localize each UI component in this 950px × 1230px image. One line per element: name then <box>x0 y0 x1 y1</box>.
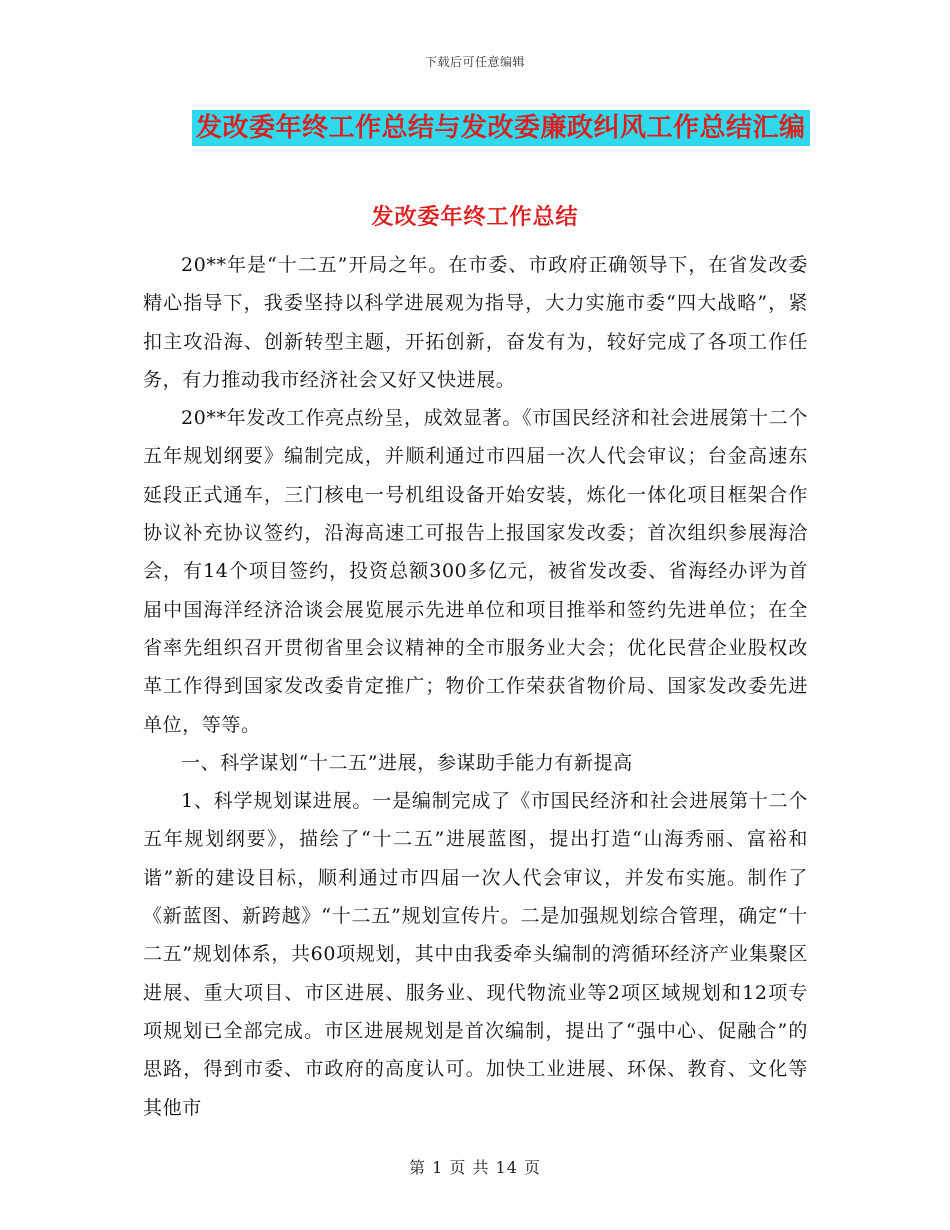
section-title: 发改委年终工作总结 <box>371 204 579 230</box>
page-header-note: 下载后可任意编辑 <box>424 55 525 69</box>
paragraph-heading-one: 一、科学谋划“十二五”进展，参谋助手能力有新提高 <box>181 751 633 774</box>
document-main-title: 发改委年终工作总结与发改委廉政纠风工作总结汇编 <box>192 110 810 146</box>
paragraph-planning: 1、科学规划谋进展。一是编制完成了《市国民经济和社会进展第十二个五年规划纲要》，描绘了“十二五”进展蓝图，提出打造“山海秀丽、富裕和谐”新的建设目标，顺利通过市四届一次人代会审议，并发布实施。制作了《新蓝图、新跨越》“十二五”规划宣传片。二是加强规划综合管理，确定“十二五”规划体系，共60项规划，其中由我委牵头编制的湾循环经济产业集聚区进展、重大项目、市区进展、服务业、现代物流业等2项区域规划和12项专项规划已全部完成。市区进展规划是首次编制，提出了“强中心、促融合”的思路，得到市委、市政府的高度认可。加快工业进展、环保、教育、文化等其他市 <box>143 790 808 1119</box>
paragraph-intro: 20**年是“十二五”开局之年。在市委、市政府正确领导下，在省发改委精心指导下，我委坚持以科学进展观为指导，大力实施市委“四大战略”，紧扣主攻沿海、创新转型主题，开拓创新，奋发有为，较好完成了各项工作任务，有力推动我市经济社会又好又快进展。 <box>143 254 808 391</box>
document-body <box>143 246 808 1127</box>
page-footer-number: 第 1 页 共 14 页 <box>409 1158 541 1177</box>
paragraph-highlights: 20**年发改工作亮点纷呈，成效显著。《市国民经济和社会进展第十二个五年规划纲要》编制完成，并顺利通过市四届一次人代会审议；台金高速东延段正式通车，三门核电一号机组设备开始安装，炼化一体化项目框架合作协议补充协议签约，沿海高速工可报告上报国家发改委；首次组织参展海洽会，有14个项目签约，投资总额300多亿元，被省发改委、省海经办评为首届中国海洋经济洽谈会展览展示先进单位和项目推举和签约先进单位；在全省率先组织召开贯彻省里会议精神的全市服务业大会；优化民营企业股权改革工作得到国家发改委肯定推广；物价工作荣获省物价局、国家发改委先进单位，等等。 <box>143 407 808 736</box>
